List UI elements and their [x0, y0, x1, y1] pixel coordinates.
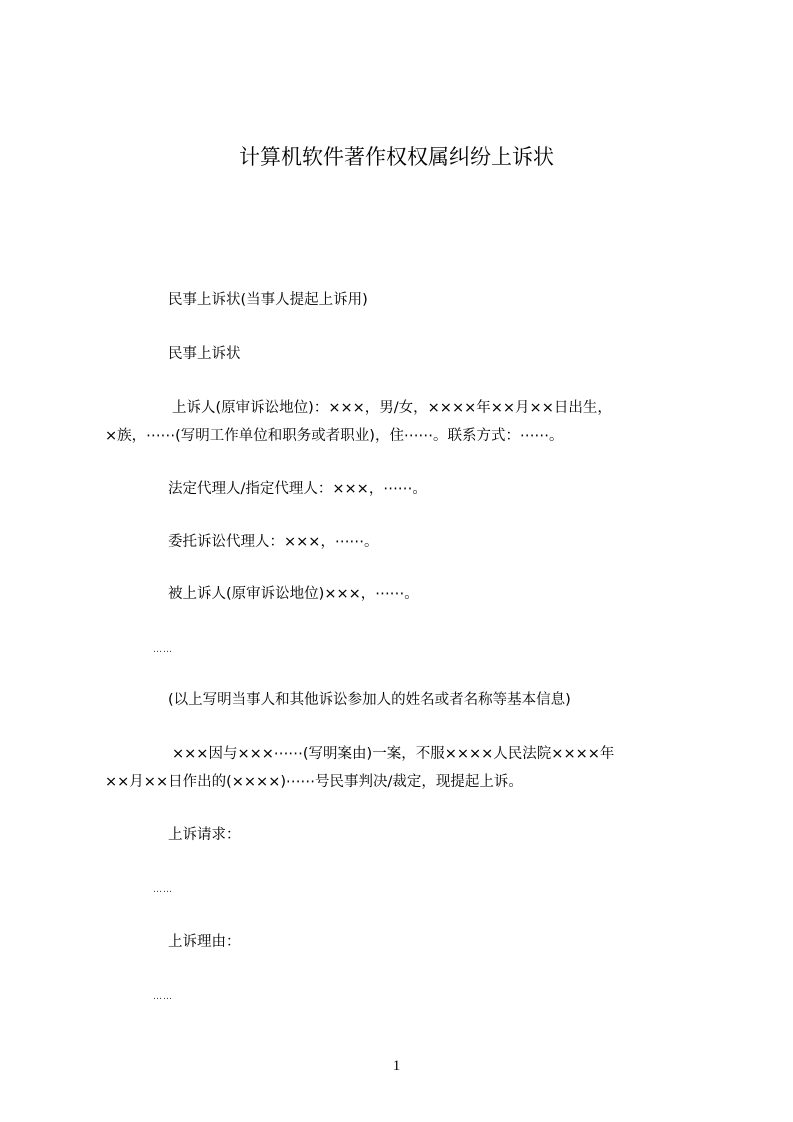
appellant-line-1: 上诉人(原审诉讼地位)：×××，男/女，××××年××月××日出生， [172, 400, 612, 416]
claims-ellipsis: …… [153, 885, 173, 895]
document-title: 计算机软件著作权权属纠纷上诉状 [239, 145, 554, 169]
case-line-1: ×××因与×××⋯⋯(写明案由)一案，不服××××人民法院××××年 [172, 746, 615, 762]
form-type-line: 民事上诉状(当事人提起上诉用) [168, 292, 368, 308]
page-number: 1 [392, 1058, 401, 1074]
heading-line: 民事上诉状 [168, 346, 241, 362]
legal-representative-line: 法定代理人/指定代理人：×××，⋯⋯。 [168, 481, 427, 497]
appellee-line: 被上诉人(原审诉讼地位)×××，⋯⋯。 [168, 586, 419, 602]
reasons-ellipsis: …… [153, 992, 173, 1002]
claims-label: 上诉请求： [168, 827, 241, 843]
reasons-label: 上诉理由： [168, 934, 241, 950]
ellipsis-line: …… [153, 645, 173, 655]
case-line-2: ××月××日作出的(××××)⋯⋯号民事判决/裁定，现提起上诉。 [105, 774, 523, 790]
note-line: (以上写明当事人和其他诉讼参加人的姓名或者名称等基本信息) [168, 692, 571, 708]
appellant-line-2: ×族，⋯⋯(写明工作单位和职务或者职业)，住⋯⋯。联系方式：⋯⋯。 [105, 428, 564, 444]
agent-line: 委托诉讼代理人：×××，⋯⋯。 [168, 534, 379, 550]
